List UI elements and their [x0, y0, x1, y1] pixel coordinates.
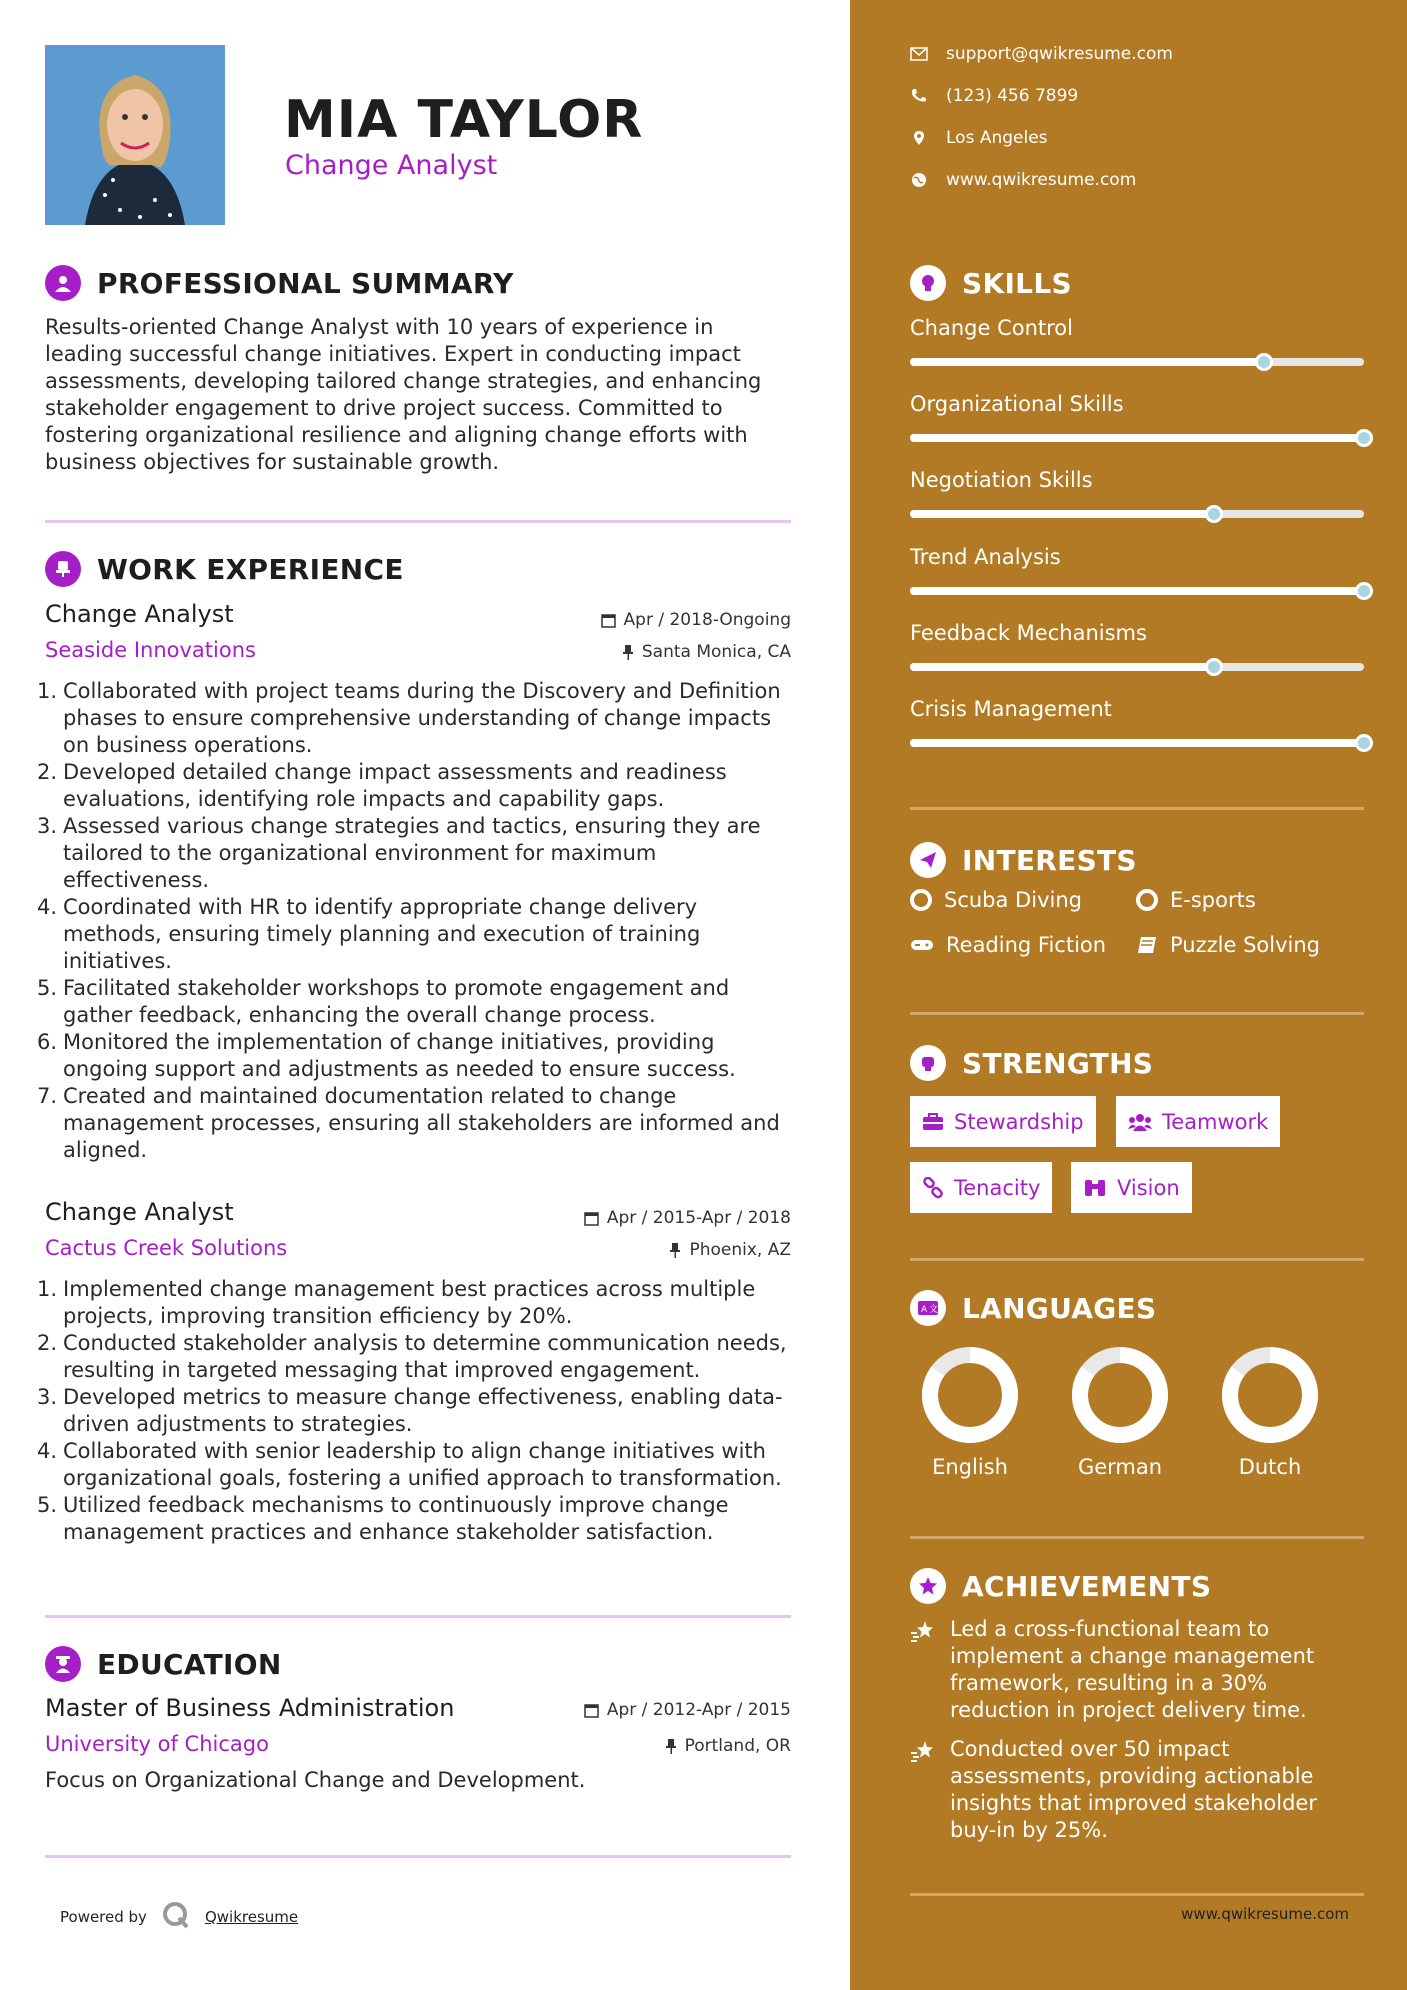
interest-item: Puzzle Solving [1136, 933, 1320, 957]
interest-item: Reading Fiction [910, 933, 1106, 957]
summary-text: Results-oriented Change Analyst with 10 years of experience in leading successful change initiatives. Expert in conducting impact assessments, developing tailored change strategies, and enhancing stakeholder engagement to drive project success. Committed to fostering organizational resilience and aligning change efforts with business objectives for sustainable growth. [45, 315, 762, 474]
skill-label: Trend Analysis [910, 545, 1061, 569]
briefcase-icon [922, 1113, 944, 1131]
star-badge-icon [910, 1568, 946, 1604]
list-item: 2. Developed detailed change impact assessments and readiness evaluations, identifying role impacts and capability gaps. [37, 760, 727, 811]
interest-item: E-sports [1136, 888, 1256, 912]
skill-track [910, 739, 1364, 747]
skill-track [910, 434, 1364, 442]
list-item: 6. Monitored the implementation of change initiatives, providing ongoing support and adjustments as needed to ensure success. [37, 1030, 736, 1081]
map-marker-icon [910, 130, 928, 146]
strengths-heading [910, 1045, 1153, 1081]
skills-heading [910, 265, 1072, 301]
section-title: LANGUAGES [962, 1291, 1157, 1325]
skill-label: Organizational Skills [910, 392, 1124, 416]
paper-plane-icon [910, 842, 946, 878]
users-icon [1128, 1113, 1152, 1131]
list-item: 5. Utilized feedback mechanisms to continuously improve change management practices and enhance stakeholder satisfaction. [37, 1493, 729, 1544]
skill-track [910, 587, 1364, 595]
list-item: 3. Developed metrics to measure change effectiveness, enabling data-driven adjustments to strategies. [37, 1385, 783, 1436]
skill-item [910, 697, 1364, 747]
job-company: Seaside Innovations [45, 638, 256, 662]
language-item [910, 1345, 1030, 1479]
job-bullets [37, 678, 791, 1164]
pin-icon [622, 645, 634, 660]
strength-chip: Vision [1071, 1162, 1192, 1213]
education-heading [45, 1646, 282, 1682]
skill-fill [910, 587, 1364, 595]
divider [45, 1615, 791, 1618]
list-item: 5. Facilitated stakeholder workshops to promote engagement and gather feedback, enhancing the overall change process. [37, 976, 730, 1027]
section-title: SKILLS [962, 266, 1072, 300]
calendar-icon [601, 613, 616, 628]
skill-label: Change Control [910, 316, 1073, 340]
job-entry [37, 1198, 791, 1546]
job-dates: Apr / 2018-Ongoing [601, 610, 791, 630]
skill-item [910, 392, 1364, 442]
skill-knob [1255, 353, 1273, 371]
skill-fill [910, 358, 1264, 366]
education-location: Portland, OR [665, 1736, 791, 1756]
skill-knob [1355, 582, 1373, 600]
shooting-star-icon [910, 1740, 936, 1762]
divider [910, 1012, 1364, 1015]
school-name: University of Chicago [45, 1732, 269, 1756]
job-dates: Apr / 2015-Apr / 2018 [584, 1208, 791, 1228]
language-ring [920, 1345, 1020, 1445]
education-entry [45, 1694, 791, 1792]
language-ring [1220, 1345, 1320, 1445]
link-icon [922, 1177, 944, 1199]
skill-track [910, 510, 1364, 518]
footer-url[interactable]: www.qwikresume.com [1181, 1905, 1349, 1923]
calendar-icon [584, 1211, 599, 1226]
candidate-role: Change Analyst [285, 150, 498, 181]
language-label: English [932, 1455, 1008, 1479]
skill-knob [1355, 429, 1373, 447]
chair-icon [45, 551, 81, 587]
strength-chip: Tenacity [910, 1162, 1052, 1213]
language-item [1210, 1345, 1330, 1479]
skill-knob [1355, 734, 1373, 752]
section-title: PROFESSIONAL SUMMARY [97, 266, 514, 300]
achievements-heading [910, 1568, 1211, 1604]
skill-track [910, 663, 1364, 671]
skill-fill [910, 739, 1364, 747]
skill-label: Crisis Management [910, 697, 1112, 721]
svg-text:文: 文 [929, 1305, 939, 1315]
gamepad-icon [910, 937, 934, 953]
skill-item [910, 621, 1364, 671]
contact-email[interactable]: support@qwikresume.com [910, 44, 1173, 64]
skill-item [910, 545, 1364, 595]
qwikresume-logo-icon [161, 1900, 191, 1934]
divider [910, 1893, 1364, 1896]
job-company: Cactus Creek Solutions [45, 1236, 288, 1260]
profile-photo [45, 45, 225, 225]
graduate-icon [45, 1646, 81, 1682]
contact-location: Los Angeles [910, 128, 1048, 148]
candidate-name: MIA TAYLOR [284, 90, 644, 150]
sidebar [850, 0, 1407, 1990]
section-title: STRENGTHS [962, 1046, 1154, 1080]
list-item: 1. Collaborated with project teams during the Discovery and Definition phases to ensure comprehensive understanding of change impacts on business operations. [37, 679, 781, 757]
skill-track [910, 358, 1364, 366]
interests-heading [910, 842, 1137, 878]
lifebuoy-icon [910, 889, 932, 911]
interest-item: Scuba Diving [910, 888, 1082, 912]
achievement-item: Led a cross-functional team to implement a change management framework, resulting in a 30% reduction in project delivery time. [910, 1616, 1350, 1724]
svg-text:A: A [921, 1305, 928, 1315]
lifebuoy-icon [1136, 889, 1158, 911]
language-label: German [1077, 1455, 1163, 1479]
languages-heading [910, 1290, 1156, 1326]
divider [45, 1855, 791, 1858]
job-title: Change Analyst [45, 600, 234, 628]
book-icon [1136, 935, 1158, 955]
user-icon [45, 265, 81, 301]
skill-label: Feedback Mechanisms [910, 621, 1147, 645]
job-location: Phoenix, AZ [669, 1240, 791, 1260]
education-description: Focus on Organizational Change and Development. [45, 1768, 586, 1792]
qwikresume-link[interactable]: Qwikresume [204, 1908, 299, 1926]
job-entry [37, 600, 791, 1164]
degree-title: Master of Business Administration [45, 1694, 455, 1722]
contact-website[interactable]: www.qwikresume.com [910, 170, 1136, 190]
fist-icon [910, 1045, 946, 1081]
envelope-icon [910, 47, 928, 61]
divider [45, 520, 791, 523]
phone-icon [910, 88, 928, 104]
divider [910, 807, 1364, 810]
list-item: 2. Conducted stakeholder analysis to determine communication needs, resulting in targeted messaging that improved engagement. [37, 1331, 787, 1382]
experience-heading [45, 551, 404, 587]
contact-phone[interactable]: (123) 456 7899 [910, 86, 1078, 106]
section-title: EDUCATION [97, 1647, 282, 1681]
list-item: 4. Collaborated with senior leadership to align change initiatives with organizational goals, fostering a unified approach to transformation. [37, 1439, 782, 1490]
skill-fill [910, 663, 1214, 671]
job-location: Santa Monica, CA [622, 642, 791, 662]
achievement-item: Conducted over 50 impact assessments, providing actionable insights that improved stakeholder buy-in by 25%. [910, 1736, 1350, 1844]
lightbulb-icon [910, 265, 946, 301]
strength-chip: Teamwork [1116, 1096, 1280, 1147]
globe-icon [910, 172, 928, 188]
powered-by: Powered by Qwikresume [60, 1900, 298, 1934]
divider [910, 1536, 1364, 1539]
strength-chip: Stewardship [910, 1096, 1096, 1147]
skill-item [910, 316, 1364, 366]
job-title: Change Analyst [45, 1198, 234, 1226]
binoculars-icon [1083, 1178, 1107, 1198]
skill-label: Negotiation Skills [910, 468, 1093, 492]
section-title: ACHIEVEMENTS [962, 1569, 1212, 1603]
list-item: 7. Created and maintained documentation related to change management processes, ensuring all stakeholders are informed and aligned. [37, 1084, 780, 1162]
calendar-icon [584, 1703, 599, 1718]
language-label: Dutch [1238, 1455, 1302, 1479]
shooting-star-icon [910, 1620, 936, 1642]
education-dates: Apr / 2012-Apr / 2015 [584, 1700, 791, 1720]
list-item: 4. Coordinated with HR to identify appropriate change delivery methods, ensuring timely planning and execution of training initiatives. [37, 895, 701, 973]
divider [910, 1258, 1364, 1261]
list-item: 3. Assessed various change strategies and tactics, ensuring they are tailored to the organizational environment for maximum effectiveness. [37, 814, 761, 892]
pin-icon [669, 1243, 681, 1258]
job-bullets [37, 1276, 791, 1546]
skill-knob [1205, 505, 1223, 523]
translate-icon [910, 1290, 946, 1326]
skill-item [910, 468, 1364, 518]
skill-fill [910, 434, 1364, 442]
pin-icon [665, 1739, 677, 1754]
skill-knob [1205, 658, 1223, 676]
section-title: INTERESTS [962, 843, 1137, 877]
summary-heading [45, 265, 514, 301]
skill-fill [910, 510, 1214, 518]
list-item: 1. Implemented change management best practices across multiple projects, improving transition efficiency by 20%. [37, 1277, 756, 1328]
language-ring [1070, 1345, 1170, 1445]
language-item [1060, 1345, 1180, 1479]
section-title: WORK EXPERIENCE [97, 552, 404, 586]
